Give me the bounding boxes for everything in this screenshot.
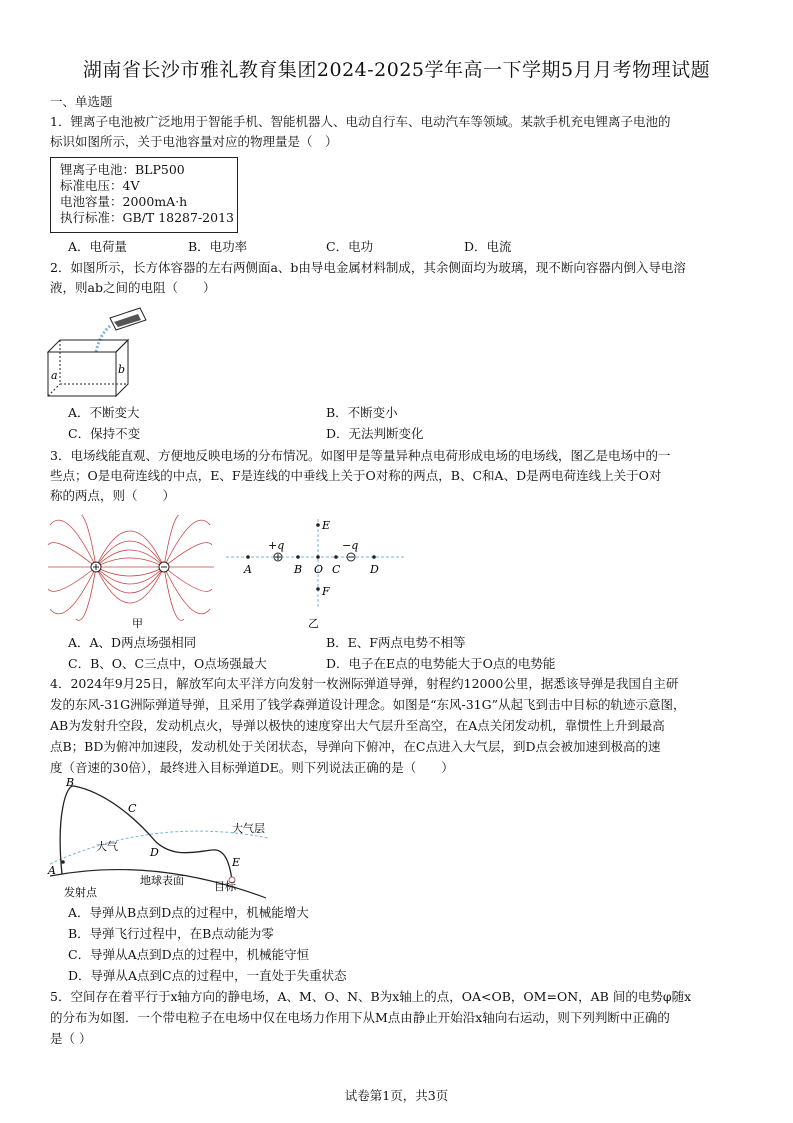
page-title: 湖南省长沙市雅礼教育集团2024-2025学年高一下学期5月月考物理试题 — [82, 59, 711, 81]
q3-option-c[interactable]: C．B、O、C三点中，O点场强最大 — [68, 656, 267, 671]
q4-option-c[interactable]: C．导弹从A点到D点的过程中，机械能守恒 — [68, 947, 310, 962]
point-b-label: B — [294, 563, 303, 576]
q2-option-b[interactable]: B．不断变小 — [326, 405, 398, 420]
battery-label-line: 电池容量：2000mA·h — [60, 194, 188, 209]
plus-q-label: +q — [268, 539, 285, 552]
q2-text-line2: 液，则ab之间的电阻（ ） — [50, 280, 216, 295]
point-d-label: D — [150, 846, 159, 859]
q3-text-line3: 称的两点，则（ ） — [50, 488, 176, 503]
point-e-label: E — [322, 519, 331, 532]
q2-option-c[interactable]: C．保持不变 — [68, 426, 141, 441]
rectangular-container — [48, 340, 128, 396]
point-a-label: A — [244, 563, 252, 576]
q1-option-d[interactable]: D．电流 — [464, 239, 512, 254]
minus-q-label: −q — [342, 539, 359, 552]
page-footer: 试卷第1页，共3页 — [344, 1088, 449, 1103]
liquid-stream — [96, 326, 110, 352]
section-heading: 一、单选题 — [50, 94, 113, 109]
q5-text-line2: 的分布为如图．一个带电粒子在电场中仅在电场力作用下从M点由静止开始沿x轴向右运动，则下列判断中正确的 — [50, 1010, 670, 1025]
atmosphere-layer-label: 大气层 — [232, 822, 265, 835]
pouring-beaker-icon — [110, 308, 146, 330]
q2-text-line1: 2．如图所示，长方体容器的左右两侧面a、b由导电金属材料制成，其余侧面均为玻璃，现不断向容器内倒入导电溶 — [50, 260, 686, 275]
battery-label-line: 执行标准：GB/T 18287-2013 — [60, 210, 234, 225]
container-figure — [44, 300, 164, 402]
target-label: 目标 — [214, 880, 236, 893]
point-a-label: A — [48, 864, 56, 877]
q4-option-b[interactable]: B．导弹飞行过程中，在B点动能为零 — [68, 926, 274, 941]
q5-text-line1: 5．空间存在着平行于x轴方向的静电场，A、M、O、N、B为x轴上的点，OA<OB，OM=ON，AB 间的电势φ随x — [50, 989, 692, 1004]
point-b-label: B — [66, 776, 75, 789]
point-c-label: C — [332, 563, 341, 576]
q3-text-line1: 3．电场线能直观、方便地反映电场的分布情况。如图甲是等量异种点电荷形成电场的电场线，图乙是电场中的一 — [50, 448, 671, 463]
q5-text-line3: 是（ ） — [50, 1031, 92, 1046]
earth-surface-label: 地球表面 — [140, 874, 184, 887]
q4-text-line2: 发的东风-31G洲际弹道导弹，且采用了钱学森弹道设计理念。如图是“东风-31G”从起飞到击中目标的轨迹示意图， — [50, 697, 686, 712]
trajectory-path — [60, 786, 232, 880]
point-d-label: D — [370, 563, 379, 576]
q2-option-d[interactable]: D．无法判断变化 — [326, 426, 424, 441]
q2-option-a[interactable]: A．不断变大 — [68, 405, 140, 420]
q4-text-line3: AB为发射升空段，发动机点火，导弹以极快的速度穿出大气层升至高空，在A点关闭发动机，靠惯性上升到最高 — [50, 718, 665, 733]
electric-field-lines — [48, 515, 214, 620]
battery-label-line: 锂离子电池：BLP500 — [60, 162, 185, 177]
field-lines-figure — [46, 515, 216, 630]
point-c-label: C — [128, 802, 137, 815]
q3-option-b[interactable]: B．E、F两点电势不相等 — [326, 635, 466, 650]
q4-text-line5: 度（音速的30倍），最终进入目标弹道DE。则下列说法正确的是（ ） — [50, 760, 454, 775]
point-o-label: O — [314, 563, 324, 576]
figure-yi-label: 乙 — [308, 617, 319, 630]
point-e-label: E — [232, 856, 241, 869]
atmosphere-label: 大气 — [96, 840, 118, 853]
figure-jia-label: 甲 — [132, 617, 143, 630]
q1-text-line1: 1．锂离子电池被广泛地用于智能手机、智能机器人、电动自行车、电动汽车等领域。某款手机充电锂离子电池的 — [50, 114, 671, 129]
q3-option-d[interactable]: D．电子在E点的电势能大于O点的电势能 — [326, 656, 556, 671]
launch-point-label: 发射点 — [64, 886, 97, 899]
point-f-label: F — [322, 585, 330, 598]
side-b-label: b — [118, 363, 126, 376]
q4-option-a[interactable]: A．导弹从B点到D点的过程中，机械能增大 — [68, 905, 309, 920]
q1-option-c[interactable]: C．电功 — [326, 239, 374, 254]
q1-option-b[interactable]: B．电功率 — [188, 239, 248, 254]
q4-text-line4: 点B；BD为俯冲加速段，发动机处于关闭状态，导弹向下俯冲，在C点进入大气层，到D点会被加速到极高的速 — [50, 739, 661, 754]
side-a-label: a — [51, 369, 58, 382]
battery-label-line: 标准电压：4V — [60, 178, 140, 193]
q4-text-line1: 4．2024年9月25日，解放军向太平洋方向发射一枚洲际弹道导弹，射程约12000公里，据悉该导弹是我国自主研 — [50, 676, 679, 691]
battery-label-box — [50, 157, 238, 233]
q3-text-line2: 些点；O是电荷连线的中点，E、F是连线的中垂线上关于O对称的两点，B、C和A、D是两电荷连线上关于O对 — [50, 468, 662, 483]
points-figure — [222, 515, 406, 630]
q1-option-a[interactable]: A．电荷量 — [68, 239, 128, 254]
q3-option-a[interactable]: A．A、D两点场强相同 — [68, 635, 197, 650]
q1-text-line2: 标识如图所示，关于电池容量对应的物理量是（ ） — [50, 134, 338, 149]
missile-trajectory-figure — [44, 776, 274, 900]
q4-option-d[interactable]: D．导弹从A点到C点的过程中，一直处于失重状态 — [68, 968, 347, 983]
